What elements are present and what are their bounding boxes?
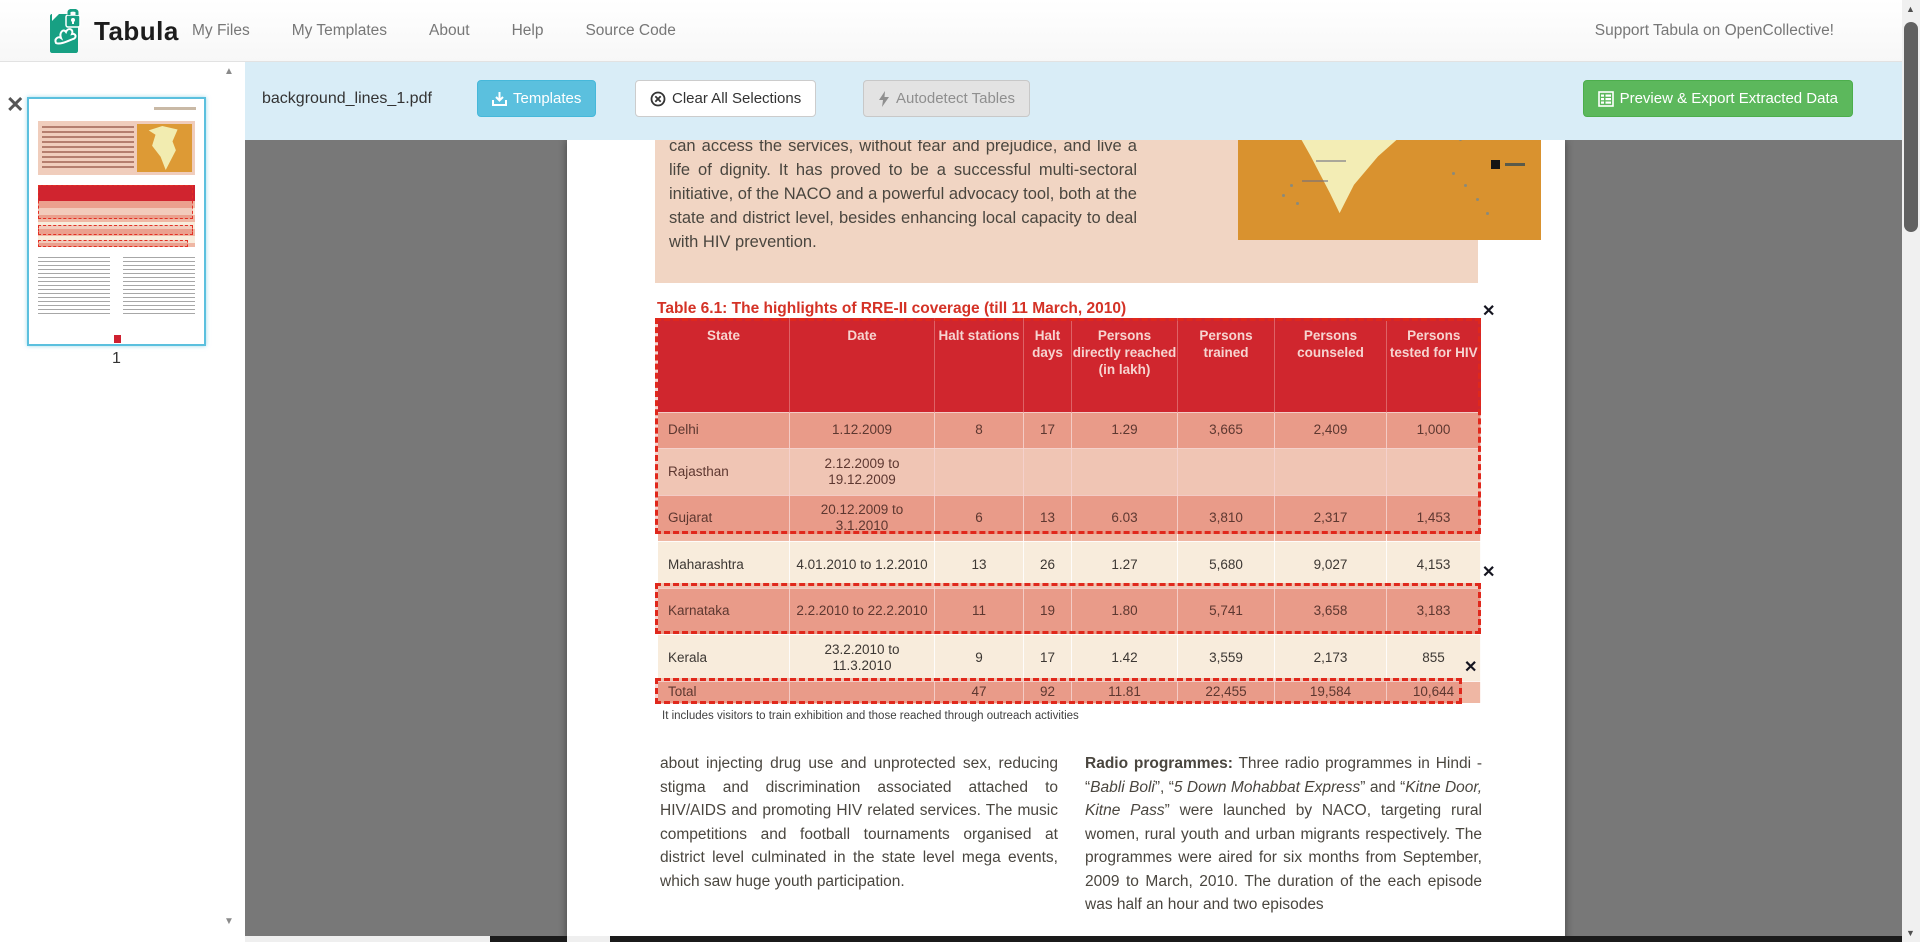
selection-2-close-icon[interactable]: ✕ [1482, 564, 1496, 581]
table-header-cell: State [658, 318, 790, 412]
table-header-cell: Halt stations [935, 318, 1024, 412]
table-cell: 5,680 [1178, 541, 1275, 588]
page-thumbnail-sidebar [0, 62, 245, 942]
india-map-image [1238, 140, 1541, 240]
table-cell: Total [658, 681, 790, 703]
nav-links [192, 0, 676, 62]
table-cell: 8 [935, 412, 1024, 448]
pdf-page[interactable] [567, 140, 1565, 942]
table-cell: 47 [935, 681, 1024, 703]
table-cell: 11.81 [1072, 681, 1178, 703]
remove-circle-icon [650, 91, 666, 107]
table-cell: 3,665 [1178, 412, 1275, 448]
table-caption: Table 6.1: The highlights of RRE-II coverage (till 11 March, 2010) [657, 300, 1127, 317]
nav-help[interactable]: Help [511, 22, 544, 39]
thumb-headline [154, 107, 196, 110]
table-cell: 19,584 [1275, 681, 1387, 703]
table-cell: Kerala [658, 634, 790, 681]
table-cell: 1.12.2009 [790, 412, 935, 448]
table-cell: 26 [1024, 541, 1072, 588]
save-template-icon [492, 91, 507, 106]
tabula-logo-icon [44, 9, 84, 53]
table-header-cell: Persons counseled [1275, 318, 1387, 412]
table-cell: 2,409 [1275, 412, 1387, 448]
table-cell: 1,453 [1387, 495, 1481, 541]
body-text-left-column: about injecting drug use and unprotected sex, reducing stigma and discrimination associated attached to HIV/AIDS and promoting HIV related services. The music competitions and football tournaments organised at district level culminated in the state level mega events, which saw huge youth participation. [660, 755, 1058, 890]
brand-title: Tabula [94, 15, 179, 46]
thumbnail-page-number: 1 [112, 350, 121, 367]
table-cell: 1.80 [1072, 588, 1178, 634]
table-list-icon [1598, 91, 1614, 107]
scrollbar-down-icon[interactable]: ▼ [1906, 928, 1915, 938]
body-text-right-column: Radio programmes: Three radio programmes in Hindi - “Babli Boli”, “5 Down Mohabbat Express” and “Kitne Door, Kitne Pass” were launched by NACO, targeting rural women, rural youth and urban migrants respectively. The programmes were aired for six months from September, 2009 to March, 2010. The duration of the each episode was half an hour and two episodes [1085, 755, 1482, 913]
table-cell: 9 [935, 634, 1024, 681]
table-header-cell: Persons directly reached (in lakh) [1072, 318, 1178, 412]
horizontal-scrollbar-thumb[interactable] [610, 936, 1902, 942]
table-cell: 3,658 [1275, 588, 1387, 634]
table-cell: 1,000 [1387, 412, 1481, 448]
nav-my-files[interactable]: My Files [192, 22, 250, 39]
table-cell: 10,644 [1387, 681, 1481, 703]
table-cell: 20.12.2009 to 3.1.2010 [790, 495, 935, 541]
preview-export-button[interactable]: Preview & Export Extracted Data [1583, 80, 1853, 117]
selection-box-1[interactable] [655, 318, 1481, 534]
table-header-cell: Date [790, 318, 935, 412]
selection-box-2[interactable] [655, 583, 1481, 634]
table-cell: Rajasthan [658, 448, 790, 495]
table-cell: 1.29 [1072, 412, 1178, 448]
sidebar-scroll-up-icon[interactable]: ▲ [224, 66, 234, 77]
horizontal-scrollbar-thumb[interactable] [490, 936, 567, 942]
table-cell: 17 [1024, 412, 1072, 448]
table-cell: 23.2.2010 to 11.3.2010 [790, 634, 935, 681]
thumb-table [38, 185, 195, 247]
selection-1-close-icon[interactable]: ✕ [1482, 303, 1496, 320]
vertical-scrollbar[interactable] [1902, 0, 1920, 942]
table-cell: 11 [935, 588, 1024, 634]
table-cell: 19 [1024, 588, 1072, 634]
table-cell: 6 [935, 495, 1024, 541]
table-cell: Karnataka [658, 588, 790, 634]
document-viewer [245, 140, 1902, 942]
brand[interactable] [44, 9, 179, 53]
table-cell: Maharashtra [658, 541, 790, 588]
main-column [245, 62, 1902, 942]
table-cell: 22,455 [1178, 681, 1275, 703]
table-header-cell: Persons trained [1178, 318, 1275, 412]
table-cell: 92 [1024, 681, 1072, 703]
table-cell: 1.27 [1072, 541, 1178, 588]
selection-box-3[interactable] [655, 678, 1462, 704]
table-cell: 2,173 [1275, 634, 1387, 681]
nav-support-link[interactable]: Support Tabula on OpenCollective! [1594, 22, 1834, 39]
table-cell: 855 [1387, 634, 1481, 681]
table-cell: 1.42 [1072, 634, 1178, 681]
thumb-intro-block [38, 121, 195, 175]
table-cell: 4,153 [1387, 541, 1481, 588]
table-cell: 6.03 [1072, 495, 1178, 541]
table-cell: 4.01.2010 to 1.2.2010 [790, 541, 935, 588]
table-row [658, 541, 1481, 588]
clear-all-selections-button[interactable]: Clear All Selections [635, 80, 816, 117]
nav-my-templates[interactable]: My Templates [291, 22, 388, 39]
nav-source-code[interactable]: Source Code [585, 22, 676, 39]
thumb-map [137, 124, 192, 172]
sidebar-scroll-down-icon[interactable]: ▼ [224, 916, 234, 927]
table-cell: Gujarat [658, 495, 790, 541]
map-legend-label [1505, 163, 1525, 166]
selection-3-close-icon[interactable]: ✕ [1464, 659, 1478, 676]
table-cell: 2,317 [1275, 495, 1387, 541]
table-cell: 17 [1024, 634, 1072, 681]
table-header-cell: Persons tested for HIV [1387, 318, 1481, 412]
table-cell: Delhi [658, 412, 790, 448]
navbar [0, 0, 1920, 62]
lightning-icon [878, 91, 890, 107]
table-cell: 3,810 [1178, 495, 1275, 541]
table-cell: 3,183 [1387, 588, 1481, 634]
autodetect-tables-button[interactable]: Autodetect Tables [863, 80, 1030, 117]
table-header-cell: Halt days [1024, 318, 1072, 412]
table-cell: 13 [935, 541, 1024, 588]
intro-text-box [655, 140, 1478, 283]
vertical-scrollbar-thumb[interactable] [1904, 22, 1918, 232]
table-cell: 9,027 [1275, 541, 1387, 588]
open-filename: background_lines_1.pdf [262, 90, 432, 107]
table-cell: 3,559 [1178, 634, 1275, 681]
map-legend-marker [1491, 160, 1500, 169]
scrollbar-up-icon[interactable]: ▲ [1906, 4, 1915, 14]
intro-text: can access the services, without fear and prejudice, and live a life of dignity. It has proved to be a successful multi-sectoral initiative, of the NACO and a powerful advocacy tool, both at the state and district level, besides enhancing local capacity to deal with HIV prevention. [669, 140, 1137, 251]
table-cell: 2.2.2010 to 22.2.2010 [790, 588, 935, 634]
table-cell: 13 [1024, 495, 1072, 541]
nav-about[interactable]: About [429, 22, 470, 39]
table-footnote: It includes visitors to train exhibition and those reached through outreach activities [662, 710, 1079, 722]
page-thumbnail[interactable] [27, 97, 206, 346]
templates-button[interactable]: Templates [477, 80, 596, 117]
table-cell: 5,741 [1178, 588, 1275, 634]
thumbnail-close-icon[interactable]: ✕ [6, 92, 25, 117]
table-cell: 2.12.2009 to 19.12.2009 [790, 448, 935, 495]
toolbar [245, 62, 1902, 140]
table-row [658, 634, 1481, 681]
